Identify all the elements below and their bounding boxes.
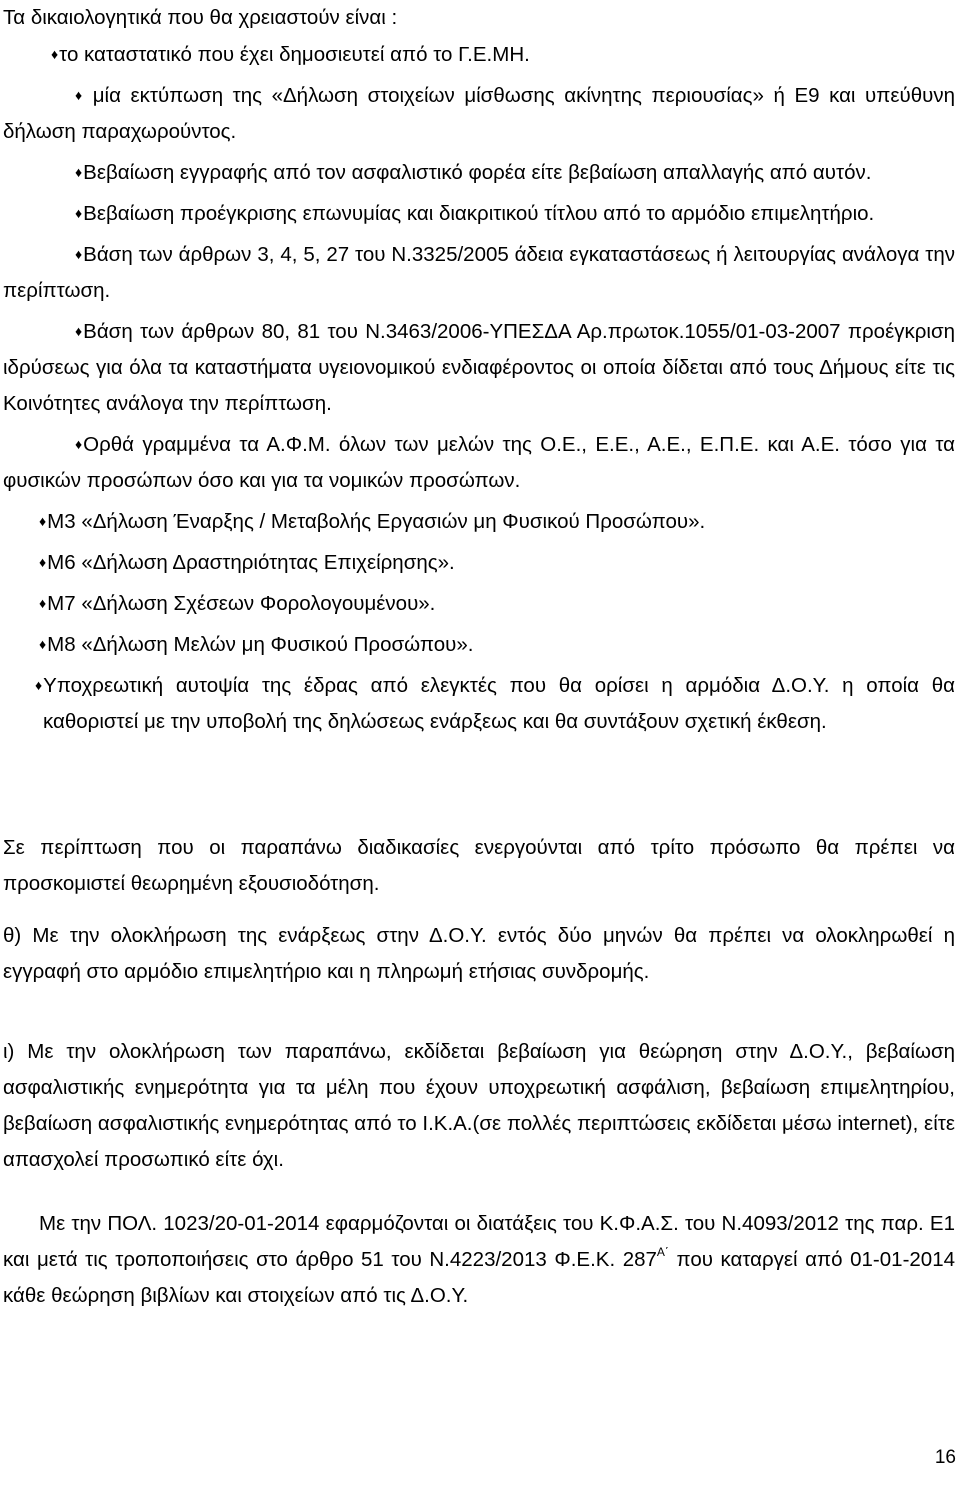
third-party-paragraph: Σε περίπτωση που οι παραπάνω διαδικασίες ενεργούνται από τρίτο πρόσωπο θα πρέπει να προσκομιστεί θεωρημένη εξουσιοδότηση. <box>3 836 955 895</box>
list-item <box>3 667 955 740</box>
requirements-list <box>3 36 955 744</box>
list-item <box>3 77 955 150</box>
list-item-text: Μ8 «Δήλωση Μελών μη Φυσικού Προσώπου». <box>47 633 474 656</box>
list-item <box>3 503 955 540</box>
list-item-text: μία εκτύπωση της «Δήλωση στοιχείων μίσθωσης ακίνητης περιουσίας» ή Ε9 και υπεύθυνη δήλωση παραχωρούντος. <box>3 84 955 143</box>
list-item <box>3 36 955 73</box>
list-item-text: Μ7 «Δήλωση Σχέσεων Φορολογουμένου». <box>47 592 436 615</box>
list-item-text: Μ3 «Δήλωση Έναρξης / Μεταβολής Εργασιών μη Φυσικού Προσώπου». <box>47 510 706 533</box>
list-item-text: Βεβαίωση εγγραφής από τον ασφαλιστικό φορέα είτε βεβαίωση απαλλαγής από αυτόν. <box>83 161 872 184</box>
pol-paragraph-text: Με την ΠΟΛ. 1023/20-01-2014 εφαρμόζονται οι διατάξεις του Κ.Φ.Α.Σ. του Ν.4093/2012 της παρ. Ε1 και μετά τις τροποποιήσεις στο άρθρο 51 του Ν.4223/2013 Φ.Ε.Κ. 287 <box>3 1212 955 1271</box>
list-item-text: το καταστατικό που έχει δημοσιευτεί από το Γ.Ε.ΜΗ. <box>59 43 530 66</box>
pol-paragraph-superscript: Α΄ <box>656 1245 669 1259</box>
diamond-bullet-icon: ♦ <box>75 205 83 221</box>
diamond-bullet-icon: ♦ <box>75 436 83 452</box>
list-item <box>3 236 955 309</box>
pol-paragraph <box>3 1206 955 1314</box>
intro-heading: Τα δικαιολογητικά που θα χρειαστούν είναι : <box>3 6 398 29</box>
list-item-text: Βεβαίωση προέγκρισης επωνυμίας και διακριτικού τίτλου από το αρμόδιο επιμελητήριο. <box>83 202 875 225</box>
diamond-bullet-icon: ♦ <box>75 246 83 262</box>
diamond-bullet-icon: ♦ <box>39 595 47 611</box>
list-item <box>3 585 955 622</box>
paragraph-theta: θ) Με την ολοκλήρωση της ενάρξεως στην Δ.Ο.Υ. εντός δύο μηνών θα πρέπει να ολοκληρωθεί η εγγραφή στο αρμόδιο επιμελητήριο και η πληρωμή ετήσιας συνδρομής. <box>3 924 955 983</box>
list-item-text: Μ6 «Δήλωση Δραστηριότητας Επιχείρησης». <box>47 551 455 574</box>
list-item-text: Βάση των άρθρων 3, 4, 5, 27 του Ν.3325/2005 άδεια εγκαταστάσεως ή λειτουργίας ανάλογα την περίπτωση. <box>3 243 955 302</box>
pol-paragraph-text-end: που καταργεί από 01-01-2014 κάθε θεώρηση βιβλίων και στοιχείων από τις Δ.Ο.Υ. <box>3 1248 955 1307</box>
diamond-bullet-icon: ♦ <box>75 323 83 339</box>
diamond-bullet-icon: ♦ <box>35 677 43 693</box>
diamond-bullet-icon: ♦ <box>75 87 83 103</box>
list-item-text: Ορθά γραμμένα τα Α.Φ.Μ. όλων των μελών της Ο.Ε., Ε.Ε., Α.Ε., Ε.Π.Ε. και Α.Ε. τόσο για τα φυσικών προσώπων όσο και για τα νομικών προσώπων. <box>3 433 955 492</box>
list-item <box>3 313 955 422</box>
paragraph-iota: ι) Με την ολοκλήρωση των παραπάνω, εκδίδεται βεβαίωση για θεώρηση στην Δ.Ο.Υ., βεβαίωση ασφαλιστικής ενημερότητα για τα μέλη που έχουν υποχρεωτική ασφάλιση, βεβαίωση επιμελητηρίου, βεβαίωση ασφαλιστικής ενημερότητας από το Ι.Κ.Α.(σε πολλές περιπτώσεις εκδίδεται μέσω internet), είτε απασχολεί προσωπικό είτε όχι. <box>3 1040 955 1171</box>
list-item <box>3 426 955 499</box>
diamond-bullet-icon: ♦ <box>51 46 59 62</box>
list-item-text: Υποχρεωτική αυτοψία της έδρας από ελεγκτές που θα ορίσει η αρμόδια Δ.Ο.Υ. η οποία θα καθοριστεί με την υποβολή της δηλώσεως ενάρξεως και θα συντάξουν σχετική έκθεση. <box>43 674 955 733</box>
list-item <box>3 195 955 232</box>
diamond-bullet-icon: ♦ <box>39 636 47 652</box>
list-item <box>3 544 955 581</box>
list-item <box>3 626 955 663</box>
page-number: 16 <box>934 1447 956 1468</box>
list-item-text: Βάση των άρθρων 80, 81 του Ν.3463/2006-ΥΠΕΣΔΑ Αρ.πρωτοκ.1055/01-03-2007 προέγκριση ιδρύσεως για όλα τα καταστήματα υγειονομικού ενδιαφέροντος οι οποία δίδεται από τους Δήμους είτε τις Κοινότητες ανάλογα την περίπτωση. <box>3 320 955 415</box>
diamond-bullet-icon: ♦ <box>75 164 83 180</box>
diamond-bullet-icon: ♦ <box>39 513 47 529</box>
diamond-bullet-icon: ♦ <box>39 554 47 570</box>
list-item <box>3 154 955 191</box>
